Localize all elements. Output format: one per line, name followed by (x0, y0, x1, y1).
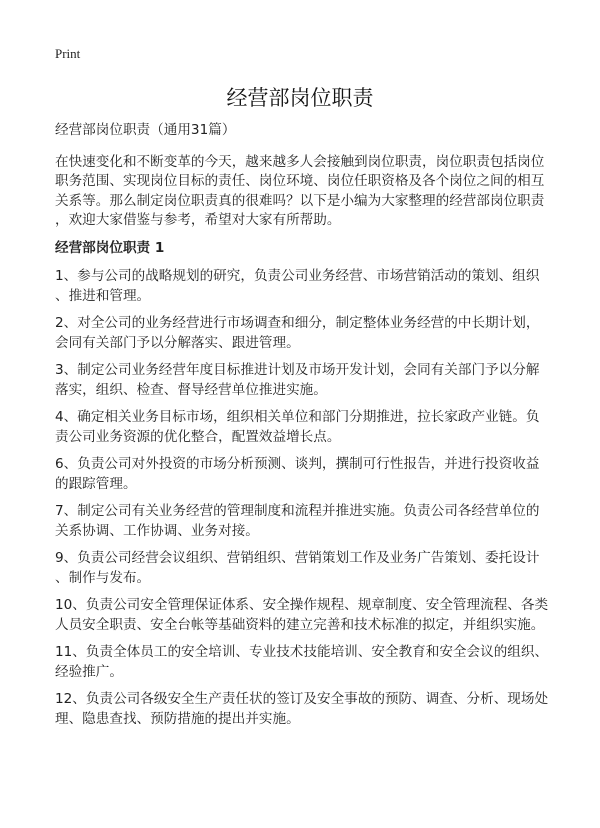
duty-item (55, 502, 555, 541)
text-line: 、制作与发布。 (55, 569, 151, 586)
text-line: 落实，组织、检查、督导经营单位推进实施。 (55, 381, 327, 398)
text-line: 会同有关部门予以分解落实、跟进管理。 (55, 334, 300, 351)
text-line: 2、对全公司的业务经营进行市场调查和细分，制定整体业务经营的中长期计划， (55, 315, 540, 331)
text-line: 理、隐患查找、预防措施的提出并实施。 (55, 710, 300, 727)
page-title: 经营部岗位职责 (226, 86, 374, 110)
text-line: 4、确定相关业务目标市场，组织相关单位和部门分期推进，拉长家政产业链。负 (55, 409, 540, 425)
text-line: 关系等。那么制定岗位职责真的很难吗？以下是小编为大家整理的经营部岗位职责 (55, 192, 545, 209)
text-line: 12、负责公司各级安全生产责任状的签订及安全事故的预防、调查、分析、现场处 (55, 691, 549, 707)
text-line: 9、负责公司经营会议组织、营销组织、营销策划工作及业务广告策划、委托设计 (55, 550, 540, 566)
duty-item (55, 314, 555, 353)
text-line: 6、负责公司对外投资的市场分析预测、谈判，撰制可行性报告，并进行投资收益 (55, 456, 540, 472)
print-link[interactable]: Print (55, 46, 81, 61)
text-line: 1、参与公司的战略规划的研究，负责公司业务经营、市场营销活动的策划、组织 (55, 268, 540, 284)
text-line: 、推进和管理。 (55, 287, 151, 304)
document-body (55, 121, 555, 737)
text-line: 7、制定公司有关业务经营的管理制度和流程并推进实施。负责公司各经营单位的 (55, 503, 540, 519)
text-line: 关系协调、工作协调、业务对接。 (55, 522, 259, 539)
text-line: ，欢迎大家借鉴与参考，希望对大家有所帮助。 (55, 212, 341, 228)
duty-item (55, 596, 555, 635)
text-line: 经验推广。 (55, 663, 123, 680)
text-line: 人员安全职责、安全台帐等基础资料的建立完善和技术标准的拟定，并组织实施。 (55, 616, 545, 633)
duty-item (55, 549, 555, 588)
duty-item (55, 408, 555, 447)
text-line: 责公司业务资源的优化整合，配置效益增长点。 (55, 428, 341, 445)
document-subtitle: 经营部岗位职责（通用31篇） (55, 122, 236, 138)
duty-list (55, 267, 555, 729)
text-line: 10、负责公司安全管理保证体系、安全操作规程、规章制度、安全管理流程、各类 (55, 597, 549, 613)
duty-item (55, 643, 555, 682)
duty-item (55, 267, 555, 306)
text-line: 在快速变化和不断变革的今天，越来越多人会接触到岗位职责，岗位职责包括岗位 (55, 153, 545, 170)
text-line: 3、制定公司业务经营年度目标推进计划及市场开发计划，会同有关部门予以分解 (55, 362, 540, 378)
text-line: 职务范围、实现岗位目标的责任、岗位环境、岗位任职资格及各个岗位之间的相互 (55, 173, 545, 189)
duty-item (55, 690, 555, 729)
intro-paragraph (55, 153, 555, 231)
text-line: 11、负责全体员工的安全培训、专业技术技能培训、安全教育和安全会议的组织、 (55, 644, 549, 660)
section-heading: 经营部岗位职责 1 (55, 239, 165, 256)
duty-item (55, 455, 555, 494)
text-line: 的跟踪管理。 (55, 475, 137, 492)
duty-item (55, 361, 555, 400)
